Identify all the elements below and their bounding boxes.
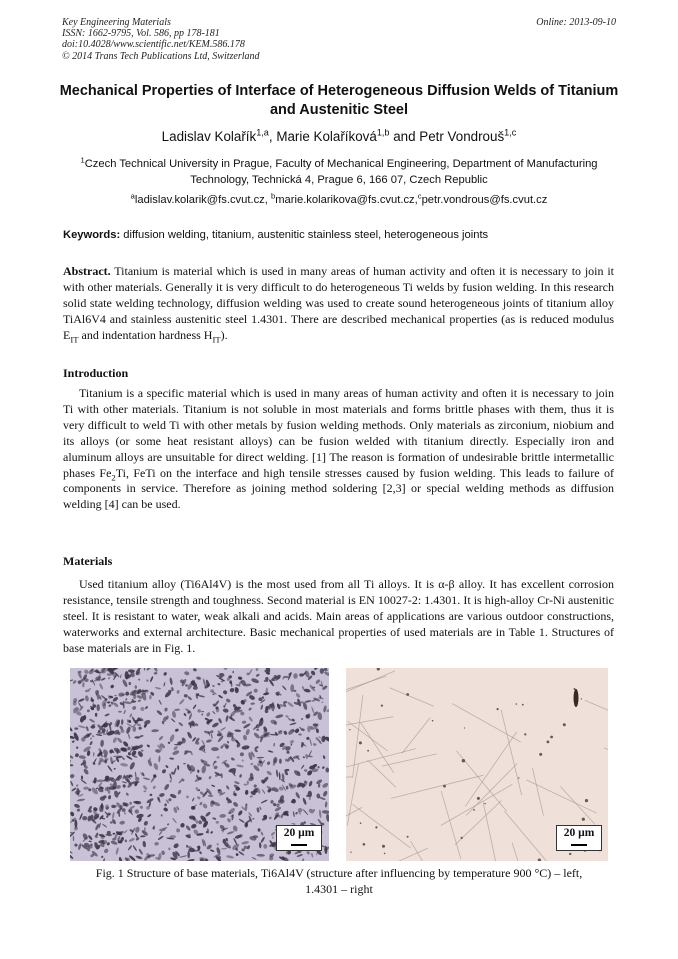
abstract-text-end: ). — [220, 327, 228, 342]
online-date: Online: 2013-09-10 — [536, 17, 616, 28]
micrograph-left — [70, 668, 329, 861]
intro-sub: 2 — [111, 471, 116, 482]
author-and: and — [389, 129, 420, 144]
email-address: ladislav.kolarik@fs.cvut.cz, — [134, 194, 271, 206]
intro-text-cont: Ti, FeTi on the interface and high tensile stresses caused by fusion welding. This leads to failure of components in service. Therefore as joining method soldering [2,3] or special welding methods as diffusion welding [4] can be used. — [63, 465, 615, 512]
doi: doi:10.4028/www.scientific.net/KEM.586.178 — [62, 39, 245, 51]
keywords — [63, 229, 488, 241]
scale-bar-left — [276, 825, 322, 851]
keywords-label: Keywords: — [63, 229, 121, 241]
affiliation-text: Czech Technical University in Prague, Faculty of Mechanical Engineering, Department of Manufacturing Technology, Technická 4, Prague 6, 166 07, Czech Republic — [84, 158, 598, 186]
section-heading-introduction: Introduction — [63, 366, 129, 380]
scale-line — [291, 844, 307, 846]
author-affil-mark: 1,b — [376, 127, 390, 138]
introduction-paragraph — [63, 386, 614, 513]
email-mark: c — [417, 191, 422, 201]
scale-label: 20 µm — [283, 827, 315, 839]
micrograph-right — [346, 668, 608, 861]
figure-caption: Fig. 1 Structure of base materials, Ti6Al4V (structure after influencing by temperature 900 °C) – left, 1.4301 – right — [95, 866, 583, 896]
copyright: © 2014 Trans Tech Publications Ltd, Switzerland — [62, 50, 260, 62]
author-affil-mark: 1,a — [256, 127, 269, 138]
journal-name: Key Engineering Materials — [62, 17, 171, 28]
abstract-label: Abstract. — [63, 264, 111, 278]
author-name: Ladislav Kolařík — [161, 129, 257, 144]
intro-text: Titanium is a specific material which is used in many areas of human activity and often it is necessary to join Ti with other materials. Titanium is not soluble in most materials and forms brittle phases with them, thus it is very difficult to weld Ti with other metals by fusion welding methods. Only materials as zirconium, niobium and its alloys (or some heat resistant alloys) can be fusion welded with titanium directly. Especially iron and aluminum alloys are unsuitable for direct welding. [1] The reason is formation of undesirable brittle intermetallic phases Fe — [63, 386, 614, 480]
abstract — [63, 264, 614, 344]
affiliation-mark: 1 — [80, 155, 85, 165]
paper-title: Mechanical Properties of Interface of Heterogeneous Diffusion Welds of Titanium and Austenitic Steel — [59, 83, 619, 118]
abstract-text: Titanium is material which is used in many areas of human activity and often it is necessary to join it with other materials. Generally it is very difficult to do heterogeneous Ti welds by fusion welding. In this research solid state welding technology, diffusion welding was used to create sound heterogeneous joints of titanium alloy TiAl6V4 and stainless austenitic steel 1.4301. There are described mechanical properties (as is reduced modulus E — [63, 264, 614, 342]
scale-label: 20 µm — [563, 827, 595, 839]
author-separator: , — [268, 129, 277, 144]
materials-paragraph: Used titanium alloy (Ti6Al4V) is the most used from all Ti alloys. It is α-β alloy. It has excellent corrosion resistance, tensile strength and toughness. Second material is EN 10027-2: 1.4301. It is high-alloy Cr-Ni austenitic steel. It is resistant to water, weak alkali and acids. Main areas of applications are various outdoor constructions, waterworks and external architecture. Basic mechanical properties of used materials are in Table 1. Structures of base materials are in Fig. 1. — [63, 577, 614, 655]
abstract-text-mid: and indentation hardness H — [78, 327, 213, 342]
email-address: petr.vondrous@fs.cvut.cz — [421, 194, 548, 206]
affiliation — [60, 156, 618, 188]
abstract-sub: IT — [70, 334, 79, 345]
email-list — [40, 191, 638, 206]
keywords-text: diffusion welding, titanium, austenitic stainless steel, heterogeneous joints — [120, 229, 489, 241]
email-mark: a — [130, 191, 135, 201]
journal-header — [62, 17, 260, 62]
email-address: marie.kolarikova@fs.cvut.cz, — [275, 194, 418, 206]
author-name: Petr Vondrouš — [419, 129, 505, 144]
author-affil-mark: 1,c — [504, 127, 517, 138]
abstract-sub: IT — [212, 334, 221, 345]
author-name: Marie Kolaříková — [276, 129, 377, 144]
section-heading-materials: Materials — [63, 554, 113, 568]
scale-bar-right — [556, 825, 602, 851]
scale-line — [571, 844, 587, 846]
email-mark: b — [270, 191, 276, 201]
issn: ISSN: 1662-9795, Vol. 586, pp 178-181 — [62, 28, 220, 40]
author-list — [40, 129, 638, 144]
